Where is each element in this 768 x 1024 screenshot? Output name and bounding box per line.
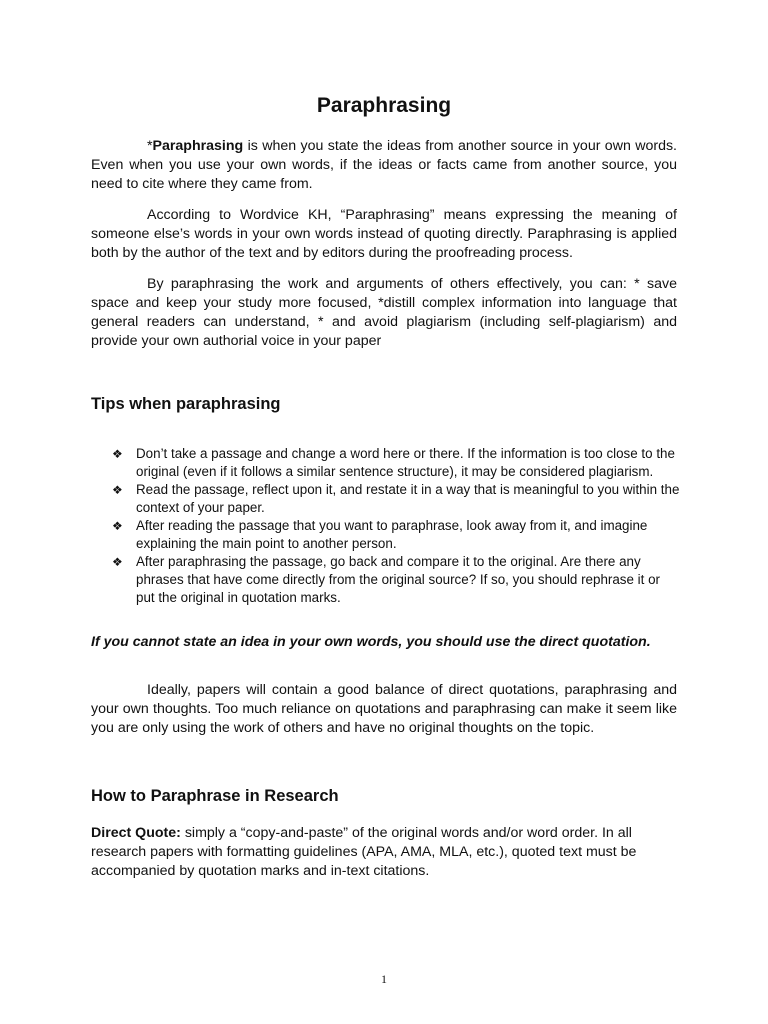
list-item — [112, 481, 682, 517]
tip-text: After reading the passage that you want to paraphrase, look away from it, and imagine explaining the main point to another person. — [136, 518, 648, 551]
direct-quote-text: simply a “copy-and-paste” of the original words and/or word order. In all research papers with formatting guidelines (APA, AMA, MLA, etc.), quoted text must be accompanied by quotation marks and in-text citations. — [91, 825, 637, 879]
intro-bold-term: Paraphrasing — [152, 138, 244, 154]
intro-paragraph-1-text: is when you state the ideas from another source in your own words. Even when you use your own words, if the ideas or facts came from another source, you need to cite where they came from. — [91, 138, 677, 192]
diamond-bullet-icon: ❖ — [112, 555, 123, 569]
list-item — [112, 553, 682, 607]
intro-paragraph-2: According to Wordvice KH, “Paraphrasing” means expressing the meaning of someone else’s words in your own words instead of quoting directly. Paraphrasing is applied both by the author of the text and by editors during the proofreading process. — [91, 207, 677, 261]
list-item — [112, 445, 682, 481]
list-item — [112, 517, 682, 553]
intro-paragraph-1 — [91, 137, 677, 194]
balance-paragraph: Ideally, papers will contain a good balance of direct quotations, paraphrasing and your own thoughts. Too much reliance on quotations and paraphrasing can make it seem like you are only using the work of others and have no original thoughts on the topic. — [91, 682, 677, 736]
direct-quote-paragraph — [91, 824, 677, 881]
tips-heading: Tips when paraphrasing — [91, 395, 281, 413]
intro-paragraph-3: By paraphrasing the work and arguments of others effectively, you can: * save space and keep your study more focused, *distill complex information into language that general readers can understand, * and avoid plagiarism (including self-plagiarism) and provide your own authorial voice in your paper — [91, 276, 677, 349]
research-heading: How to Paraphrase in Research — [91, 787, 339, 805]
page-number: 1 — [381, 972, 387, 986]
diamond-bullet-icon: ❖ — [112, 519, 123, 533]
tips-list — [112, 445, 682, 607]
intro-star: * — [147, 138, 153, 154]
tip-text: After paraphrasing the passage, go back and compare it to the original. Are there any phrases that have come directly from the original source? If so, you should rephrase it or put the original in quotation marks. — [136, 554, 660, 605]
emphasis-note: If you cannot state an idea in your own words, you should use the direct quotation. — [91, 634, 651, 650]
tip-text: Don’t take a passage and change a word here or there. If the information is too close to the original (even if it follows a similar sentence structure), it may be considered plagiarism. — [136, 446, 675, 479]
tip-text: Read the passage, reflect upon it, and restate it in a way that is meaningful to you within the context of your paper. — [136, 482, 680, 515]
direct-quote-label: Direct Quote: — [91, 825, 181, 841]
page-title: Paraphrasing — [316, 94, 452, 117]
diamond-bullet-icon: ❖ — [112, 447, 123, 461]
diamond-bullet-icon: ❖ — [112, 483, 123, 497]
